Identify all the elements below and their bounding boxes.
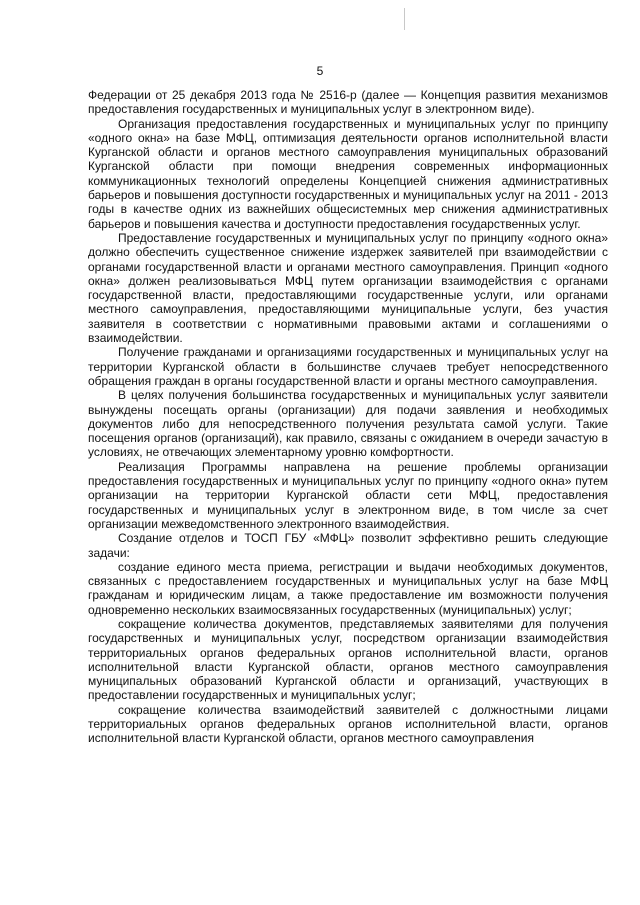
paragraph-6: Реализация Программы направлена на решение проблемы организации предоставления государственных и муниципальных услуг по принципу «одного окна» путем организации на территории Курганской области сети МФЦ, предоставления государственных и муниципальных услуг в электронном виде, в том числе за счет организации межведомственного электронного взаимодействия.	[88, 459, 608, 531]
task-item-2: сокращение количества документов, представляемых заявителями для получения государственных и муниципальных услуг, посредством организации взаимодействия территориальных органов федеральных органов исполнительной власти, органов исполнительной власти Курганской области, органов местного самоуправления муниципальных образований Курганской области и организаций, участвующих в предоставлении государственных и муниципальных услуг;	[88, 616, 608, 703]
task-item-3: сокращение количества взаимодействий заявителей с должностными лицами территориальных органов федеральных органов исполнительной власти, органов исполнительной власти Курганской области, органов местного самоуправления	[88, 702, 608, 746]
paragraph-7: Создание отделов и ТОСП ГБУ «МФЦ» позволит эффективно решить следующие задачи:	[88, 531, 608, 560]
scan-artifact-mark	[404, 8, 405, 30]
paragraph-1: Федерации от 25 декабря 2013 года № 2516-р (далее — Концепция развития механизмов предоставления государственных и муниципальных услуг в электронном виде).	[88, 88, 608, 117]
paragraph-5: В целях получения большинства государственных и муниципальных услуг заявители вынуждены посещать органы (организации) для подачи заявления и необходимых документов либо для непосредственного получения результата самой услуги. Такие посещения органов (организаций), как правило, связаны с ожиданием в очереди зачастую в условиях, не отвечающих элементарному уровню комфортности.	[88, 388, 608, 460]
paragraph-3: Предоставление государственных и муниципальных услуг по принципу «одного окна» должно обеспечить существенное снижение издержек заявителей при взаимодействии с органами государственной власти и органами местного самоуправления. Принцип «одного окна» должен реализовываться МФЦ путем организации взаимодействия с органами государственной власти, предоставляющими государственные услуги, или органами местного самоуправления, предоставляющими муниципальные услуги, без участия заявителя в соответствии с нормативными правовыми актами и соглашениями о взаимодействии.	[88, 230, 608, 346]
page-number: 5	[316, 64, 324, 78]
task-item-1: создание единого места приема, регистрации и выдачи необходимых документов, связанных с предоставлением государственных и муниципальных услуг на базе МФЦ гражданам и юридическим лицам, а также предоставление им возможности получения одновременно нескольких взаимосвязанных государственных (муниципальных) услуг;	[88, 559, 608, 617]
paragraph-4: Получение гражданами и организациями государственных и муниципальных услуг на территории Курганской области в большинстве случаев требует непосредственного обращения граждан в органы государственной власти и органы местного самоуправления.	[88, 345, 608, 388]
document-body	[88, 88, 608, 746]
paragraph-2: Организация предоставления государственных и муниципальных услуг по принципу «одного окна» на базе МФЦ, оптимизация деятельности органов исполнительной власти Курганской области и органов местного самоуправления муниципальных образований Курганской области при помощи внедрения современных информационных коммуникационных технологий определены Концепцией снижения административных барьеров и повышения доступности государственных и муниципальных услуг на 2011 - 2013 годы в качестве одних из важнейших общесистемных мер снижения административных барьеров и повышения качества и доступности предоставления государственных услуг.	[88, 116, 608, 231]
